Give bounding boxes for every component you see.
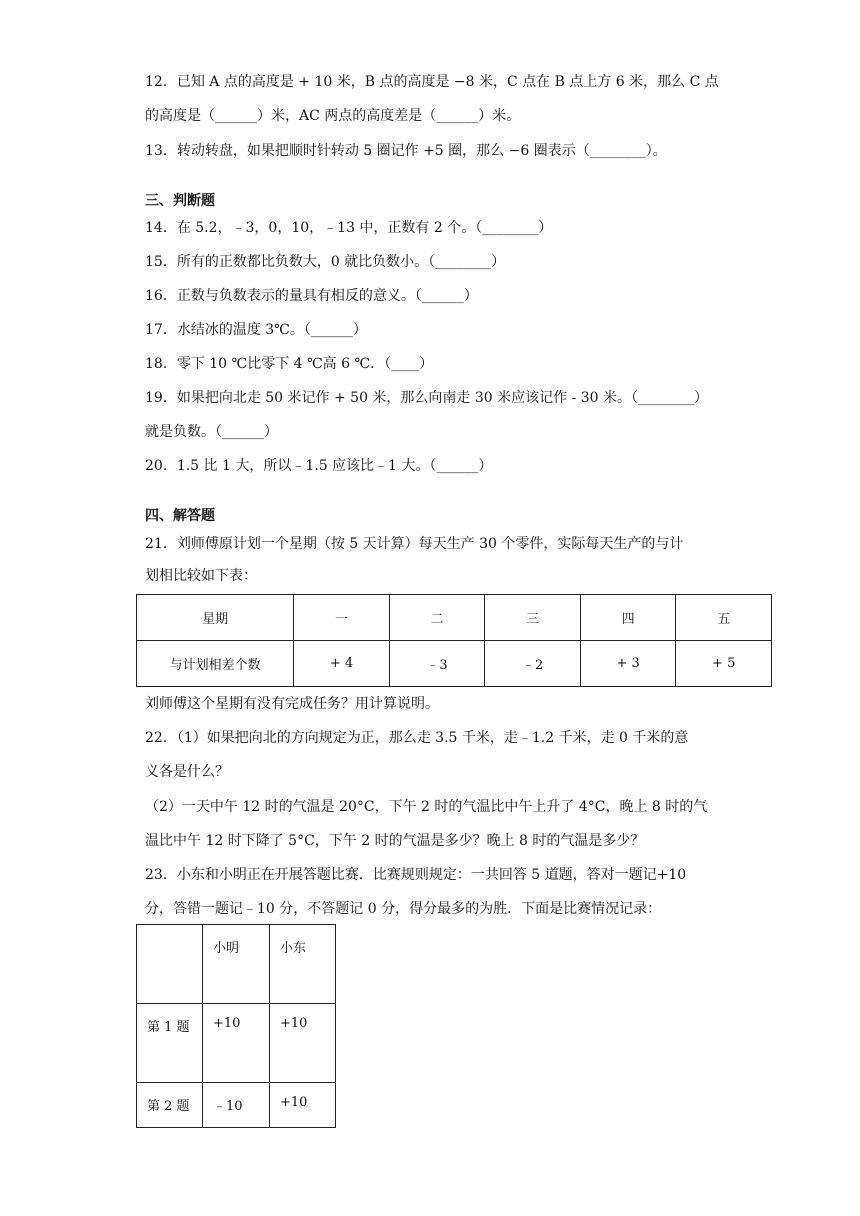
table-cell: 星期 bbox=[137, 595, 294, 641]
table-cell: 小明 bbox=[203, 925, 270, 1004]
table-cell: 一 bbox=[294, 595, 390, 641]
question-12-line-1: 12．已知 A 点的高度是 + 10 米，B 点的高度是 −8 米，C 点在 B 点上方 6 米，那么 C 点 bbox=[145, 74, 719, 90]
table-cell: ﹣3 bbox=[389, 641, 485, 687]
table-cell: ﹣10 bbox=[203, 1083, 270, 1128]
question-15: 15．所有的正数都比负数大，0 就比负数小。（________） bbox=[145, 254, 506, 270]
table-cell: 三 bbox=[485, 595, 581, 641]
question-22-line-3: （2）一天中午 12 时的气温是 20°C，下午 2 时的气温比中午上升了 4°C，晚上 8 时的气 bbox=[145, 799, 708, 815]
table-row bbox=[137, 1004, 336, 1083]
table-cell: + 4 bbox=[294, 641, 390, 687]
table-cell: + 5 bbox=[676, 641, 772, 687]
table-cell: 第 1 题 bbox=[137, 1004, 203, 1083]
section-title-judgement: 三、判断题 bbox=[145, 193, 215, 209]
production-difference-table bbox=[136, 594, 772, 687]
table-cell bbox=[137, 925, 203, 1004]
question-21-line-1: 21．刘师傅原计划一个星期（按 5 天计算）每天生产 30 个零件，实际每天生产的与计 bbox=[145, 536, 684, 552]
question-16: 16．正数与负数表示的量具有相反的意义。（______） bbox=[145, 288, 478, 304]
question-14: 14．在 5.2，﹣3，0，10，﹣13 中，正数有 2 个。（________） bbox=[145, 220, 553, 236]
table-cell: 二 bbox=[389, 595, 485, 641]
question-21-follow-up: 刘师傅这个星期有没有完成任务？用计算说明。 bbox=[145, 696, 439, 712]
question-18: 18．零下 10 ℃比零下 4 ℃高 6 ℃．（____） bbox=[145, 356, 434, 372]
table-cell: 与计划相差个数 bbox=[137, 641, 294, 687]
table-header-row bbox=[137, 925, 336, 1004]
section-title-answers: 四、解答题 bbox=[145, 508, 215, 524]
table-cell: 第 2 题 bbox=[137, 1083, 203, 1128]
table-cell: 五 bbox=[676, 595, 772, 641]
question-22-line-2: 义各是什么？ bbox=[145, 764, 229, 780]
table-row bbox=[137, 1083, 336, 1128]
table-cell: + 3 bbox=[580, 641, 676, 687]
table-cell: 小东 bbox=[270, 925, 336, 1004]
question-17: 17．水结冰的温度 3℃。（______） bbox=[145, 322, 367, 338]
table-cell: +10 bbox=[270, 1083, 336, 1128]
question-22-line-4: 温比中午 12 时下降了 5°C，下午 2 时的气温是多少？晚上 8 时的气温是多少？ bbox=[145, 833, 645, 849]
table-header-row bbox=[137, 595, 772, 641]
table-cell: +10 bbox=[203, 1004, 270, 1083]
table-cell: +10 bbox=[270, 1004, 336, 1083]
question-23-line-1: 23．小东和小明正在开展答题比赛．比赛规则规定：一共回答 5 道题，答对一题记+10 bbox=[145, 867, 687, 883]
question-23-line-2: 分，答错一题记﹣10 分，不答题记 0 分，得分最多的为胜．下面是比赛情况记录： bbox=[145, 901, 662, 917]
quiz-score-table bbox=[136, 924, 336, 1128]
table-cell: ﹣2 bbox=[485, 641, 581, 687]
question-13: 13．转动转盘，如果把顺时针转动 5 圈记作 +5 圈，那么 −6 圈表示（________）。 bbox=[145, 143, 667, 159]
table-cell: 四 bbox=[580, 595, 676, 641]
question-12-line-2: 的高度是（______）米，AC 两点的高度差是（______）米。 bbox=[145, 108, 521, 124]
question-22-line-1: 22．（1）如果把向北的方向规定为正，那么走 3.5 千米，走﹣1.2 千米，走 0 千米的意 bbox=[145, 730, 689, 746]
question-19-line-1: 19．如果把向北走 50 米记作 + 50 米，那么向南走 30 米应该记作 - 30 米。（________） bbox=[145, 390, 709, 406]
question-21-line-2: 划相比较如下表： bbox=[145, 568, 257, 584]
table-row bbox=[137, 641, 772, 687]
question-19-line-2: 就是负数。（______） bbox=[145, 424, 278, 440]
question-20: 20．1.5 比 1 大，所以﹣1.5 应该比﹣1 大。（______） bbox=[145, 458, 493, 474]
